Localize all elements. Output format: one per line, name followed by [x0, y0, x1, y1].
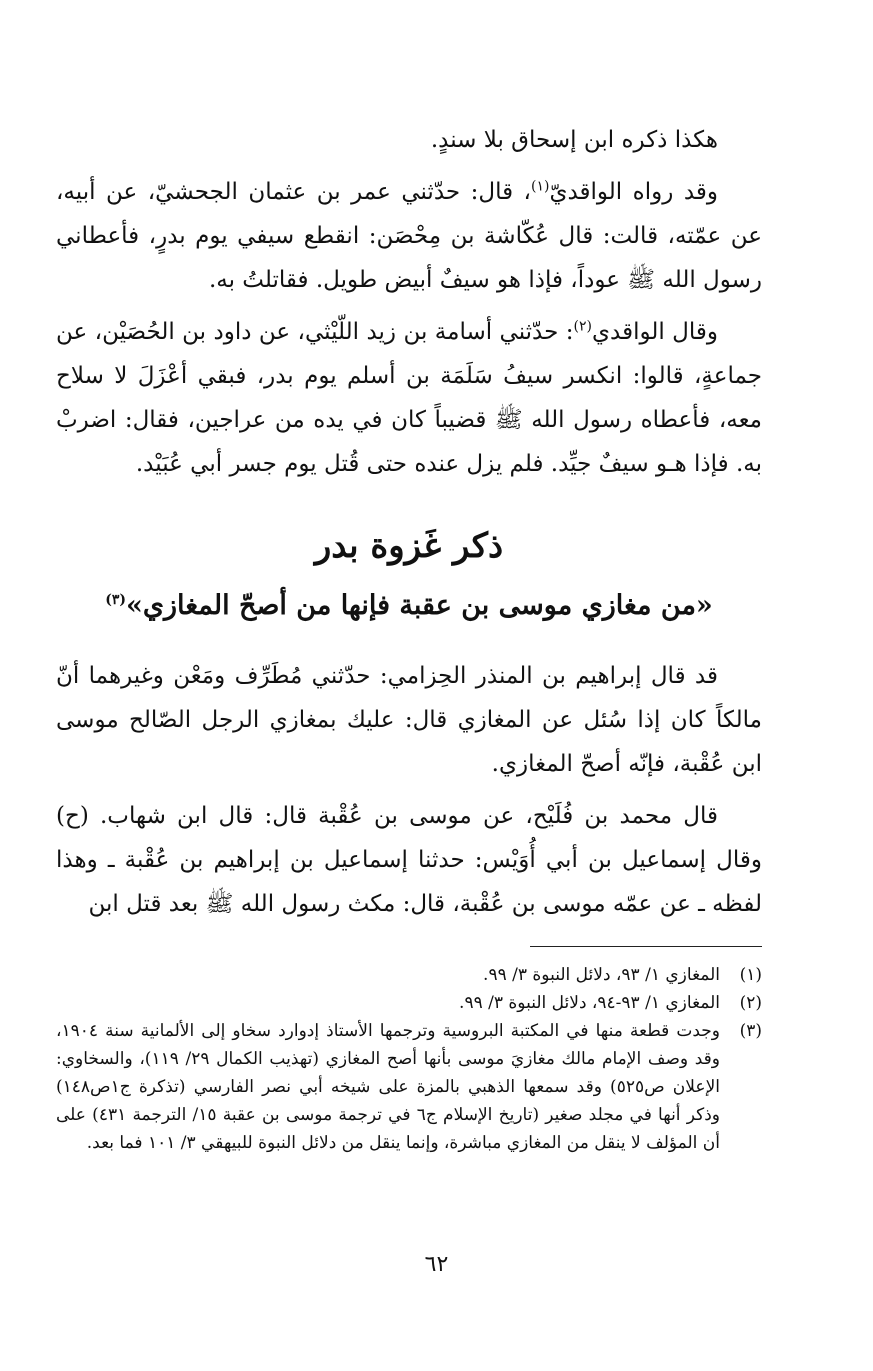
- paragraph-falih: قال محمد بن فُلَيْح، عن موسى بن عُقْبة قال: قال ابن شهاب. (ح) وقال إسماعيل بن أبي أُوَيْس: حدثنا إسماعيل بن إبراهيم بن عُقْبة ـ وهذا لفظه ـ عن عمّه موسى بن عُقْبة، قال: مكث رسول الله ﷺ بعد قتل ابن: [56, 803, 762, 917]
- bottom-section: [56, 654, 762, 926]
- paragraph-text: ، قال: حدّثني عمر بن عثمان الجحشيّ، عن أبيه، عن عمّته، قالت: قال عُكّاشة بن مِحْصَن: انقطع سيفي يوم بدرٍ، فأعطاني رسول الله ﷺ عوداً، فإذا هو سيفٌ أبيض طويل. فقاتلتُ به.: [56, 179, 762, 293]
- footnote-number: (٢): [739, 993, 762, 1013]
- footnote-ref-3[interactable]: (٣): [105, 592, 126, 608]
- footnote-1: [56, 961, 762, 989]
- paragraph-ibrahim: قد قال إبراهيم بن المنذر الحِزامي: حدّثني مُطَرِّف ومَعْن وغيرهما أنّ مالكاً كان إذا سُئل عن المغازي قال: عليك بمغازي الرجل الصّالح موسى ابن عُقْبة، فإنّه أصحّ المغازي.: [56, 663, 762, 777]
- paragraph-text: : حدّثني أسامة بن زيد اللّيْثي، عن داود بن الحُصَيْن، عن جماعةٍ، قالوا: انكسر سيفُ سَلَمَة بن أسلم يوم بدر، فبقي أعْزَلَ لا سلاح معه، فأعطاه رسول الله ﷺ قضيباً كان في يده من عراجين، فقال: اضربْ به. فإذا هـو سيفٌ جيِّد. فلم يزل عنده حتى قُتل يوم جسر أبي عُبَيْد.: [56, 319, 762, 477]
- footnote-divider: [530, 946, 762, 947]
- paragraph-text: هكذا ذكره ابن إسحاق بلا سندٍ.: [430, 127, 718, 153]
- footnote-text: المغازي ١/ ٩٣، دلائل النبوة ٣/ ٩٩.: [483, 965, 720, 985]
- footnote-ref-1[interactable]: (١): [530, 178, 550, 195]
- footnote-3: [56, 1017, 762, 1157]
- footnote-number: (٣): [739, 1021, 762, 1041]
- subheading-text: «من مغازي موسى بن عقبة فإنها من أصحّ المغازي»: [125, 590, 713, 621]
- footnote-text: وجدت قطعة منها في المكتبة البروسية وترجمها الأستاذ إدوارد سخاو إلى الألمانية سنة ١٩٠٤، وقد وصف الإمام مالك مغازيَ موسى بأنها أصح المغازي (تهذيب الكمال ٢٩/ ١١٩)، والسخاوي: الإعلان ص٥٢٥) وقد سمعها الذهبي بالمزة على شيخه أبي نصر الفارسي (تذكرة ج١ص١٤٨) وذكر أنها في مجلد صغير (تاريخ الإسلام ج٦ في ترجمة موسى بن عقبة ١٥/ الترجمة ٤٣١) على أن المؤلف لا ينقل من المغازي مباشرة، وإنما ينقل من دلائل النبوة للبيهقي ٣/ ١٠١ فما بعد.: [56, 1021, 721, 1153]
- page-number: ٦٢: [424, 1252, 449, 1277]
- book-page: [56, 118, 762, 1157]
- footnote-number: (١): [739, 965, 762, 985]
- paragraph-waqidi-1: [56, 170, 762, 302]
- footnote-2: [56, 989, 762, 1017]
- footnotes: [56, 961, 762, 1157]
- top-section: [56, 118, 762, 486]
- paragraph-text: وقد رواه الواقديّ: [549, 179, 718, 205]
- paragraph-waqidi-2: [56, 310, 762, 486]
- section-subheading: [56, 582, 762, 630]
- paragraph-text: وقال الواقدي: [592, 319, 718, 345]
- footnote-text: المغازي ١/ ٩٣-٩٤، دلائل النبوة ٣/ ٩٩.: [459, 993, 720, 1013]
- paragraph-isnad-note: [56, 118, 762, 162]
- section-heading: ذكر غَزوة بدر: [314, 526, 504, 566]
- footnote-ref-2[interactable]: (٢): [573, 318, 592, 335]
